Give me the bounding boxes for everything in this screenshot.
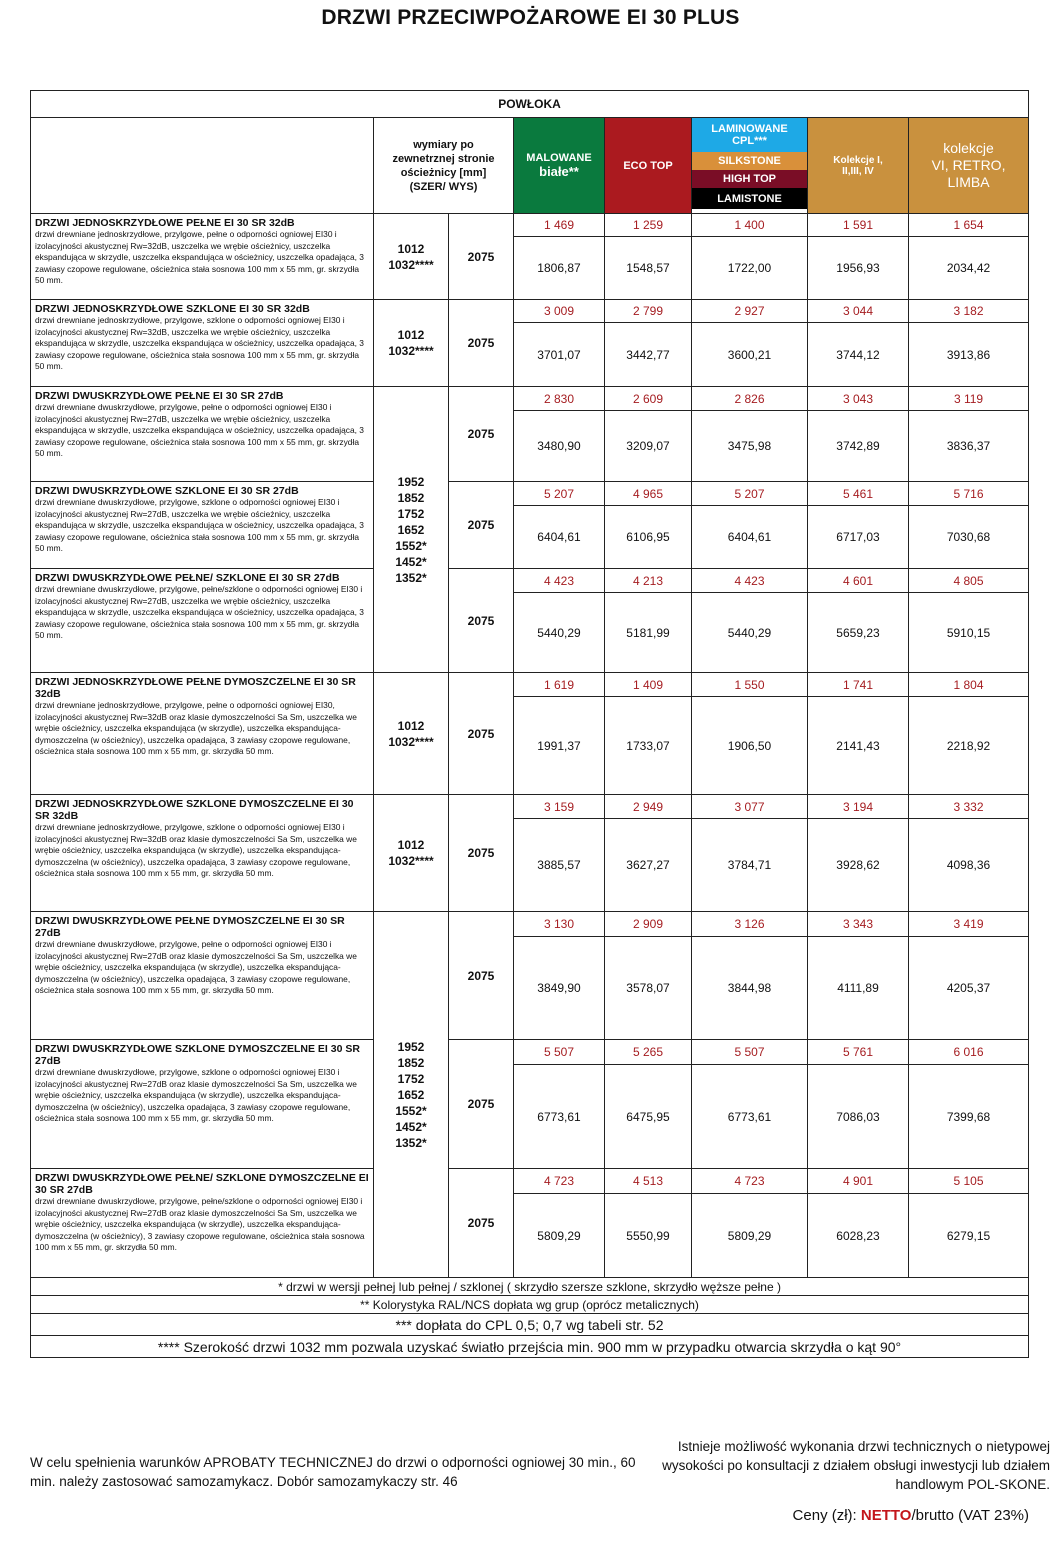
price-netto: 3 343 (808, 912, 909, 937)
width-value: 1452* (395, 554, 427, 569)
price-brutto: 3849,90 (514, 937, 605, 1040)
price-brutto: 1806,87 (514, 237, 605, 300)
price-netto: 1 259 (605, 214, 692, 237)
price-brutto: 6773,61 (692, 1065, 808, 1169)
price-brutto: 6404,61 (514, 506, 605, 569)
price-brutto: 6279,15 (909, 1194, 1029, 1278)
price-netto: 2 799 (605, 300, 692, 323)
height-value: 2075 (449, 387, 514, 482)
price-brutto: 7399,68 (909, 1065, 1029, 1169)
col-hightop: HIGH TOP (692, 170, 807, 188)
price-netto: 3 043 (808, 387, 909, 411)
price-netto: 3 332 (909, 795, 1029, 819)
price-netto: 5 716 (909, 482, 1029, 506)
footnote-3: *** dopłata do CPL 0,5; 0,7 wg tabeli str. 52 (31, 1314, 1029, 1336)
door-description (31, 673, 374, 795)
height-value: 2075 (449, 482, 514, 569)
col-malowane: MALOWANE białe** (514, 118, 605, 214)
price-brutto: 5440,29 (514, 593, 605, 673)
col-laminowane: LAMINOWANE CPL*** (692, 118, 807, 152)
price-brutto: 1906,50 (692, 697, 808, 795)
price-brutto: 1722,00 (692, 237, 808, 300)
height-value: 2075 (449, 1169, 514, 1278)
price-brutto: 3578,07 (605, 937, 692, 1040)
price-brutto: 3784,71 (692, 819, 808, 912)
door-details: drzwi drewniane dwuskrzydłowe, przylgowe, pełne/szklone o odporności ogniowej EI30 i izolacyjności akustycznej Rw=27dB oraz klasie dymoszczelności Sa Sm, uszczelka we wrębie ościeżnicy, uszczelka ekspandująca (w skrzydle), uszczelka ekspandująca-dymoszczelna (w ościeżnicy), 3 zawiasy czopowe regulowane, ościeżnica stała sosnowa 100 mm x 55 mm, gr. skrzydła 50 mm. (35, 1196, 365, 1253)
width-values (374, 673, 449, 795)
price-netto: 1 591 (808, 214, 909, 237)
price-netto: 3 194 (808, 795, 909, 819)
price-netto: 4 601 (808, 569, 909, 593)
door-description (31, 912, 374, 1040)
door-description (31, 387, 374, 482)
price-brutto: 3742,89 (808, 411, 909, 482)
height-value: 2075 (449, 912, 514, 1040)
door-name: DRZWI DWUSKRZYDŁOWE PEŁNE/ SZKLONE DYMOSZCZELNE EI 30 SR 27dB (35, 1172, 369, 1196)
price-brutto: 5550,99 (605, 1194, 692, 1278)
price-brutto: 3744,12 (808, 323, 909, 387)
price-netto: 5 461 (808, 482, 909, 506)
price-netto: 5 507 (514, 1040, 605, 1065)
price-brutto: 6028,23 (808, 1194, 909, 1278)
closer-note: W celu spełnienia warunków APROBATY TECHNICZNEJ do drzwi o odporności ogniowej 30 min., 60 min. należy zastosować samozamykacz. Dobór samozamykaczy str. 46 (30, 1455, 636, 1489)
footnote-1: * drzwi w wersji pełnej lub pełnej / szklonej ( skrzydło szersze szklone, skrzydło węższe pełne ) (31, 1278, 1029, 1296)
width-value: 1012 (397, 718, 425, 733)
width-value: 1652 (397, 1087, 425, 1102)
price-brutto: 4111,89 (808, 937, 909, 1040)
height-value: 2075 (449, 673, 514, 795)
footnote-4: **** Szerokość drzwi 1032 mm pozwala uzyskać światło przejścia min. 900 mm w przypadku otwarcia skrzydła o kąt 90° (31, 1336, 1029, 1358)
price-brutto: 6106,95 (605, 506, 692, 569)
table-row (31, 912, 1029, 937)
prices-note: Ceny (zł): NETTO/brutto (VAT 23%) (792, 1507, 1029, 1524)
door-description (31, 214, 374, 300)
col-kolekcje: Kolekcje I, II,III, IV (808, 118, 909, 214)
col-silkstone: SILKSTONE (692, 152, 807, 170)
door-details: drzwi drewniane jednoskrzydłowe, przylgowe, pełne o odporności ogniowej EI30, izolacyjności akustycznej Rw=32dB oraz klasie dymoszczelności Sa Sm, uszczelka we wrębie ościeżnicy, uszczelka ekspandująca (w skrzydle), uszczelka ekspandująca-dymoszczelna (w ościeżnicy), uszczelka opadająca, 3 zawiasy czopowe regulowane, ościeżnica stała sosnowa 100 mm x 55 mm, gr. skrzydła 50 mm. (35, 700, 357, 757)
price-netto: 5 105 (909, 1169, 1029, 1194)
width-values (374, 387, 449, 673)
width-value: 1032**** (388, 854, 434, 868)
door-description (31, 482, 374, 569)
door-details: drzwi drewniane dwuskrzydłowe, przylgowe, pełne o odporności ogniowej EI30 i izolacyjności akustycznej Rw=27dB, uszczelka we wrębie ościeżnicy, uszczelka ekspandująca w skrzydle, uszczelka ekspandująca w ościeżnicy, uszczelka opadająca, 3 zawiasy czopowe regulowane, ościeżnica stała sosnowa 100 mm x 55 mm, gr. skrzydła 50 mm. (35, 402, 364, 459)
price-netto: 6 016 (909, 1040, 1029, 1065)
price-netto: 5 207 (514, 482, 605, 506)
col-ecotop: ECO TOP (605, 118, 692, 214)
door-description (31, 300, 374, 387)
price-netto: 1 400 (692, 214, 808, 237)
door-description (31, 569, 374, 673)
width-value: 1752 (397, 1071, 425, 1086)
height-value: 2075 (449, 214, 514, 300)
price-brutto: 3844,98 (692, 937, 808, 1040)
height-value: 2075 (449, 569, 514, 673)
price-netto: 3 044 (808, 300, 909, 323)
door-details: drzwi drewniane dwuskrzydłowe, przylgowe, pełne o odporności ogniowej EI30 i izolacyjności akustycznej Rw=27dB oraz klasie dymoszczelności Sa Sm, uszczelka we wrębie ościeżnicy, uszczelka ekspandująca (w skrzydle), uszczelka ekspandująca-dymoszczelna (w ościeżnicy), uszczelka opadająca, 3 zawiasy czopowe regulowane, ościeżnica stała sosnowa 100 mm x 55 mm, gr. skrzydła 50 mm. (35, 939, 357, 996)
door-details: drzwi drewniane dwuskrzydłowe, przylgowe, pełne/szklone o odporności ogniowej EI30 i izolacyjności akustycznej Rw=27dB, uszczelka we wrębie ościeżnicy, uszczelka ekspandująca w skrzydle, uszczelka ekspandująca w ościeżnicy, uszczelka opadająca, 3 zawiasy czopowe regulowane, ościeżnica stała sosnowa 100 mm x 55 mm, gr. skrzydła 50 mm. (35, 584, 364, 641)
price-netto: 4 723 (514, 1169, 605, 1194)
price-brutto: 3913,86 (909, 323, 1029, 387)
price-netto: 4 723 (692, 1169, 808, 1194)
height-value: 2075 (449, 795, 514, 912)
price-netto: 5 761 (808, 1040, 909, 1065)
price-brutto: 3600,21 (692, 323, 808, 387)
price-brutto: 5440,29 (692, 593, 808, 673)
price-netto: 1 619 (514, 673, 605, 697)
width-value: 1652 (397, 522, 425, 537)
width-value: 1452* (395, 1119, 427, 1134)
price-brutto: 3475,98 (692, 411, 808, 482)
price-netto: 3 419 (909, 912, 1029, 937)
price-netto: 2 927 (692, 300, 808, 323)
door-name: DRZWI JEDNOSKRZYDŁOWE SZKLONE EI 30 SR 32dB (35, 303, 310, 315)
door-details: drzwi drewniane jednoskrzydłowe, przylgowe, pełne o odporności ogniowej EI30 i izolacyjności akustycznej Rw=32dB, uszczelka we wrębie ościeżnicy, uszczelka ekspandująca w skrzydle, uszczelka ekspandująca w ościeżnicy, uszczelka opadająca, 3 zawiasy czopowe regulowane, ościeżnica stała sosnowa 100 mm x 55 mm, gr. skrzydła 50 mm. (35, 229, 364, 286)
table-row (31, 673, 1029, 697)
price-netto: 1 804 (909, 673, 1029, 697)
price-brutto: 5910,15 (909, 593, 1029, 673)
width-value: 1032**** (388, 257, 434, 272)
door-details: drzwi drewniane jednoskrzydłowe, przylgowe, szklone o odporności ogniowej EI30 i izolacyjności akustycznej Rw=32dB, uszczelka we wrębie ościeżnicy, uszczelka ekspandująca w skrzydle, uszczelka ekspandująca w ościeżnicy, uszczelka opadająca, 3 zawiasy czopowe regulowane, ościeżnica stała sosnowa 100 mm x 55 mm, gr. skrzydła 50 mm. (35, 315, 364, 372)
width-value: 1752 (397, 506, 425, 521)
price-netto: 4 965 (605, 482, 692, 506)
width-value: 1852 (397, 1055, 425, 1070)
door-name: DRZWI JEDNOSKRZYDŁOWE PEŁNE EI 30 SR 32dB (35, 217, 295, 229)
door-details: drzwi drewniane dwuskrzydłowe, przylgowe, szklone o odporności ogniowej EI30 i izolacyjności akustycznej Rw=27dB, uszczelka we wrębie ościeżnicy, uszczelka ekspandująca w skrzydle, uszczelka ekspandująca w ościeżnicy, uszczelka opadająca, 3 zawiasy czopowe regulowane, ościeżnica stała sosnowa 100 mm x 55 mm, gr. skrzydła 50 mm. (35, 497, 364, 554)
price-netto: 2 909 (605, 912, 692, 937)
price-brutto: 1733,07 (605, 697, 692, 795)
price-brutto: 4098,36 (909, 819, 1029, 912)
price-netto: 1 409 (605, 673, 692, 697)
price-netto: 1 550 (692, 673, 808, 697)
table-row (31, 214, 1029, 237)
width-value: 1032**** (388, 734, 434, 749)
price-netto: 3 159 (514, 795, 605, 819)
table-row (31, 1169, 1029, 1194)
price-brutto: 3701,07 (514, 323, 605, 387)
price-netto: 2 949 (605, 795, 692, 819)
width-value: 1012 (397, 241, 425, 256)
price-netto: 4 213 (605, 569, 692, 593)
width-values (374, 912, 449, 1278)
width-values (374, 214, 449, 300)
price-netto: 5 265 (605, 1040, 692, 1065)
price-netto: 3 126 (692, 912, 808, 937)
price-netto: 4 423 (514, 569, 605, 593)
price-brutto: 7086,03 (808, 1065, 909, 1169)
price-brutto: 5809,29 (514, 1194, 605, 1278)
price-brutto: 3627,27 (605, 819, 692, 912)
width-value: 1552* (395, 1103, 427, 1118)
price-brutto: 6717,03 (808, 506, 909, 569)
table-row (31, 387, 1029, 411)
price-netto: 5 507 (692, 1040, 808, 1065)
width-value: 1352* (395, 570, 427, 585)
price-netto: 4 423 (692, 569, 808, 593)
width-value: 1552* (395, 538, 427, 553)
price-netto: 3 130 (514, 912, 605, 937)
price-brutto: 2141,43 (808, 697, 909, 795)
width-value: 1012 (397, 328, 425, 342)
price-brutto: 6404,61 (692, 506, 808, 569)
price-netto: 3 119 (909, 387, 1029, 411)
door-name: DRZWI DWUSKRZYDŁOWE PEŁNE DYMOSZCZELNE EI 30 SR 27dB (35, 915, 345, 939)
table-row (31, 1040, 1029, 1065)
price-brutto: 5659,23 (808, 593, 909, 673)
custom-height-note: Istnieje możliwość wykonania drzwi technicznych o nietypowej wysokości po konsultacji z działem obsługi inwestycji lub działem handlowym POL-SKONE. (662, 1439, 1050, 1492)
price-brutto: 6475,95 (605, 1065, 692, 1169)
table-row (31, 300, 1029, 323)
page-title: DRZWI PRZECIWPOŻAROWE EI 30 PLUS (321, 6, 740, 29)
price-table (30, 90, 1029, 1358)
width-value: 1852 (397, 490, 425, 505)
width-value: 1012 (397, 838, 425, 852)
price-brutto: 3209,07 (605, 411, 692, 482)
price-brutto: 1956,93 (808, 237, 909, 300)
price-netto: 2 826 (692, 387, 808, 411)
price-netto: 3 182 (909, 300, 1029, 323)
price-brutto: 2218,92 (909, 697, 1029, 795)
height-value: 2075 (449, 1040, 514, 1169)
header-empty-cell (31, 118, 374, 214)
table-row (31, 482, 1029, 506)
door-description (31, 795, 374, 912)
price-brutto: 3480,90 (514, 411, 605, 482)
width-value: 1952 (397, 1039, 425, 1054)
width-value: 1352* (395, 1135, 427, 1150)
width-value: 1032**** (388, 344, 434, 358)
height-value: 2075 (449, 300, 514, 387)
price-brutto: 1548,57 (605, 237, 692, 300)
price-brutto: 6773,61 (514, 1065, 605, 1169)
door-name: DRZWI DWUSKRZYDŁOWE SZKLONE EI 30 SR 27dB (35, 485, 299, 497)
col-laminowane-group (692, 118, 808, 214)
price-netto: 4 513 (605, 1169, 692, 1194)
price-brutto: 7030,68 (909, 506, 1029, 569)
powloka-header: POWŁOKA (31, 91, 1029, 118)
table-row (31, 569, 1029, 593)
price-brutto: 2034,42 (909, 237, 1029, 300)
door-description (31, 1169, 374, 1278)
col-kolekcje-vi-retro-limba: kolekcje VI, RETRO, LIMBA (909, 118, 1029, 214)
price-brutto: 5181,99 (605, 593, 692, 673)
door-details: drzwi drewniane jednoskrzydłowe, przylgowe, szklone o odporności ogniowej EI30 i izolacyjności akustycznej Rw=32dB oraz klasie dymoszczelności Sa Sm, uszczelka we wrębie ościeżnicy, uszczelka ekspandująca (w skrzydle), uszczelka ekspandująca-dymoszczelna (w ościeżnicy), uszczelka opadająca, 3 zawiasy czopowe regulowane, ościeżnica stała sosnowa 100 mm x 55 mm, gr. skrzydła 50 mm. (35, 822, 357, 879)
dimensions-header: wymiary po zewnetrznej stronie ościeżnicy [mm] (SZER/ WYS) (374, 118, 514, 214)
price-netto: 1 741 (808, 673, 909, 697)
price-brutto: 3885,57 (514, 819, 605, 912)
price-brutto: 4205,37 (909, 937, 1029, 1040)
price-netto: 1 654 (909, 214, 1029, 237)
price-netto: 3 077 (692, 795, 808, 819)
door-details: drzwi drewniane dwuskrzydłowe, przylgowe, szklone o odporności ogniowej EI30 i izolacyjności akustycznej Rw=27dB oraz klasie dymoszczelności Sa Sm, uszczelka we wrębie ościeżnicy, uszczelka ekspandująca (w skrzydle), uszczelka ekspandująca-dymoszczelna (w ościeżnicy), uszczelka opadająca, 3 zawiasy czopowe regulowane, ościeżnica stała sosnowa 100 mm x 55 mm, gr. skrzydła 50 mm. (35, 1067, 357, 1124)
price-brutto: 3928,62 (808, 819, 909, 912)
col-lamistone: LAMISTONE (692, 188, 807, 209)
table-body (31, 214, 1029, 1278)
footnote-2: ** Kolorystyka RAL/NCS dopłata wg grup (oprócz metalicznych) (31, 1296, 1029, 1314)
price-netto: 4 805 (909, 569, 1029, 593)
width-values (374, 300, 449, 387)
door-name: DRZWI DWUSKRZYDŁOWE PEŁNE EI 30 SR 27dB (35, 390, 284, 402)
door-name: DRZWI DWUSKRZYDŁOWE SZKLONE DYMOSZCZELNE EI 30 SR 27dB (35, 1043, 360, 1067)
door-name: DRZWI JEDNOSKRZYDŁOWE SZKLONE DYMOSZCZELNE EI 30 SR 32dB (35, 798, 354, 822)
table-row (31, 795, 1029, 819)
price-brutto: 3836,37 (909, 411, 1029, 482)
door-name: DRZWI JEDNOSKRZYDŁOWE PEŁNE DYMOSZCZELNE EI 30 SR 32dB (35, 676, 356, 700)
price-brutto: 3442,77 (605, 323, 692, 387)
price-netto: 3 009 (514, 300, 605, 323)
door-description (31, 1040, 374, 1169)
width-values (374, 795, 449, 912)
door-name: DRZWI DWUSKRZYDŁOWE PEŁNE/ SZKLONE EI 30 SR 27dB (35, 572, 340, 584)
price-netto: 2 609 (605, 387, 692, 411)
price-brutto: 5809,29 (692, 1194, 808, 1278)
price-netto: 5 207 (692, 482, 808, 506)
price-netto: 2 830 (514, 387, 605, 411)
price-netto: 4 901 (808, 1169, 909, 1194)
price-brutto: 1991,37 (514, 697, 605, 795)
price-netto: 1 469 (514, 214, 605, 237)
width-value: 1952 (397, 474, 425, 489)
